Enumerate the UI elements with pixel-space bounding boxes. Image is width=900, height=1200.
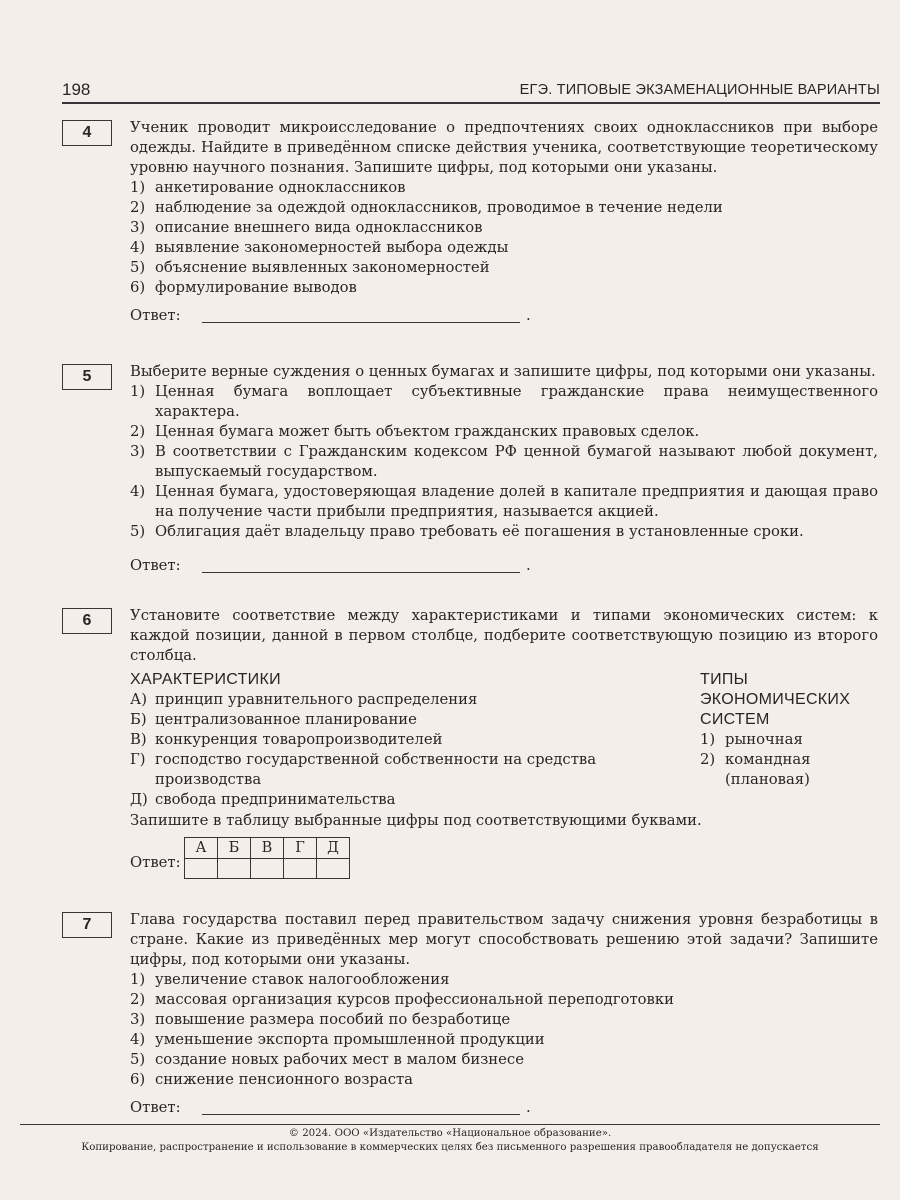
column-header: ТИПЫ	[700, 671, 749, 688]
header-title: ЕГЭ. ТИПОВЫЕ ЭКЗАМЕНАЦИОННЫЕ ВАРИАНТЫ	[519, 82, 880, 98]
option-item: В) конкуренция товаропроизводителей	[130, 731, 443, 748]
answer-label: Ответ:	[130, 854, 181, 871]
answer-label: Ответ:	[130, 1099, 181, 1116]
answer-field[interactable]	[202, 322, 520, 323]
option-item: 4) Ценная бумага, удостоверяющая владение долей в капитале предприятия и дающая право на получение части прибыли предприятия, называется акцией.	[130, 483, 878, 520]
option-item: 2) наблюдение за одеждой одноклассников, проводимое в течение недели	[130, 199, 723, 216]
option-item: 5) объяснение выявленных закономерностей	[130, 259, 490, 276]
answer-table-row	[130, 837, 878, 885]
table-instruction: Запишите в таблицу выбранные цифры под соответствующими буквами.	[130, 812, 702, 829]
task-question: Ученик проводит микроисследование о предпочтениях своих одноклассников при выборе одежды. Найдите в приведённом списке действия ученика, соответствующие теоретическому уровню научного познания. Запишите цифры, под которыми они указаны.	[130, 119, 878, 176]
task-question: Установите соответствие между характеристиками и типами экономических систем: к каждой позиции, данной в первом столбце, подберите соответствующую позицию из второго столбца.	[130, 607, 878, 664]
option-item: Д) свобода предпринимательства	[130, 791, 396, 808]
answer-label: Ответ:	[130, 307, 181, 324]
option-item: 4) выявление закономерностей выбора одежды	[130, 239, 509, 256]
option-item: 5) Облигация даёт владельцу право требовать её погашения в установленные сроки.	[130, 523, 804, 540]
option-item: 3) повышение размера пособий по безработице	[130, 1011, 511, 1028]
option-item: 1) анкетирование одноклассников	[130, 179, 406, 196]
option-item: Г) господство государственной собственности на средства производства	[130, 751, 597, 788]
table-header-cell: В	[251, 838, 284, 859]
page-header	[62, 78, 880, 104]
option-item: 3) В соответствии с Гражданским кодексом РФ ценной бумагой называют любой документ, выпускаемый государством.	[130, 443, 878, 480]
answer-row: Ответ: .	[130, 557, 531, 574]
table-header-cell: Г	[284, 838, 317, 859]
option-item: 4) уменьшение экспорта промышленной продукции	[130, 1031, 545, 1048]
table-header-cell: Д	[317, 838, 350, 859]
column-header: СИСТЕМ	[700, 711, 770, 728]
answer-row: Ответ: .	[130, 307, 531, 324]
table-header-cell: Б	[218, 838, 251, 859]
answer-cell[interactable]	[218, 859, 251, 879]
option-item: 5) создание новых рабочих мест в малом бизнесе	[130, 1051, 524, 1068]
option-item: 2) Ценная бумага может быть объектом гражданских правовых сделок.	[130, 423, 700, 440]
column-header: ХАРАКТЕРИСТИКИ	[130, 671, 281, 688]
answer-cell[interactable]	[251, 859, 284, 879]
option-item: 2) массовая организация курсов профессиональной переподготовки	[130, 991, 674, 1008]
answer-table	[184, 837, 350, 879]
page-number: 198	[62, 80, 91, 99]
task-question: Выберите верные суждения о ценных бумагах и запишите цифры, под которыми они указаны.	[130, 363, 876, 380]
answer-field[interactable]	[202, 1114, 520, 1115]
answer-cell[interactable]	[317, 859, 350, 879]
page-footer	[20, 1124, 880, 1155]
answer-cell[interactable]	[284, 859, 317, 879]
answer-row: Ответ: .	[130, 1099, 531, 1116]
task-question: Глава государства поставил перед правительством задачу снижения уровня безработицы в стране. Какие из приведённых мер могут способствовать решению этой задачи? Запишите цифры, под которыми они указаны.	[130, 911, 878, 968]
copyright-text: © 2024. ООО «Издательство «Национальное образование».	[288, 1128, 612, 1139]
answer-cell[interactable]	[185, 859, 218, 879]
characteristics-column	[130, 670, 685, 810]
column-header: ЭКОНОМИЧЕСКИХ	[700, 691, 851, 708]
option-item: 6) формулирование выводов	[130, 279, 357, 296]
option-item: 1) рыночная	[700, 731, 803, 748]
option-item: А) принцип уравнительного распределения	[130, 691, 478, 708]
task-number-box: 7	[62, 912, 112, 938]
answer-label: Ответ:	[130, 557, 181, 574]
systems-column	[700, 670, 890, 790]
answer-field[interactable]	[202, 572, 520, 573]
task-number-box: 4	[62, 120, 112, 146]
task-number-box: 5	[62, 364, 112, 390]
option-item: 1) Ценная бумага воплощает субъективные гражданские права неимущественного характера.	[130, 383, 878, 420]
option-item: 6) снижение пенсионного возраста	[130, 1071, 413, 1088]
table-header-cell: А	[185, 838, 218, 859]
option-item: 2) командная (плановая)	[700, 751, 811, 788]
task-number-box: 6	[62, 608, 112, 634]
option-item: 3) описание внешнего вида одноклассников	[130, 219, 483, 236]
matching-columns	[130, 670, 878, 808]
option-item: Б) централизованное планирование	[130, 711, 417, 728]
copyright-notice: Копирование, распространение и использование в коммерческих целях без письменного разрешения правообладателя не допускается	[81, 1142, 819, 1153]
option-item: 1) увеличение ставок налогообложения	[130, 971, 450, 988]
